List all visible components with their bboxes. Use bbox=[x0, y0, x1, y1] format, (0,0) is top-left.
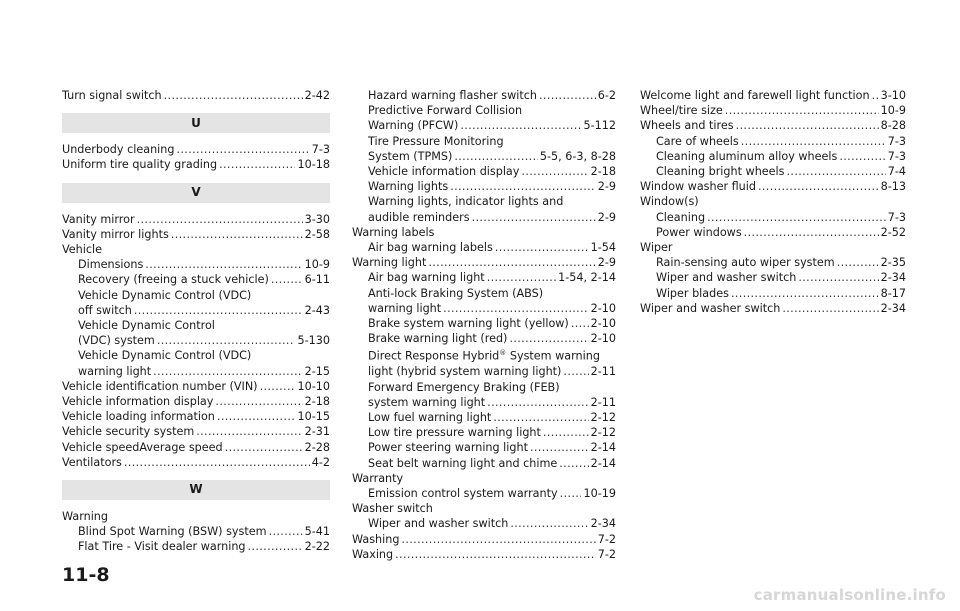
entry-term: Warranty bbox=[352, 471, 404, 485]
page-reference: 5-112 bbox=[583, 119, 616, 133]
dot-leader bbox=[872, 88, 879, 103]
page-reference: 10-15 bbox=[297, 410, 330, 424]
dot-leader bbox=[839, 149, 885, 164]
entry-term: Cleaning bbox=[656, 210, 706, 224]
dot-leader bbox=[460, 118, 581, 133]
dot-leader bbox=[134, 303, 303, 318]
entry-term: Dimensions bbox=[78, 258, 144, 272]
dot-leader bbox=[707, 210, 886, 225]
entry-term: (VDC) system bbox=[78, 334, 155, 348]
entry-term: Ventilators bbox=[62, 455, 122, 469]
dot-leader bbox=[137, 212, 303, 227]
index-column-2 bbox=[352, 88, 616, 562]
entry-term: Low fuel warning light bbox=[368, 411, 492, 424]
page-reference: 2-14 bbox=[590, 456, 616, 470]
page-reference: 10-9 bbox=[880, 104, 906, 118]
index-entry[interactable] bbox=[640, 301, 906, 316]
index-heading bbox=[640, 194, 906, 209]
index-entry[interactable] bbox=[62, 455, 330, 470]
section-letter-header: V bbox=[62, 183, 330, 203]
page-reference: 2-15 bbox=[304, 364, 330, 378]
dot-leader bbox=[219, 157, 295, 172]
index-subentry[interactable] bbox=[352, 88, 616, 103]
index-heading bbox=[62, 509, 330, 524]
dot-leader bbox=[563, 364, 588, 379]
entry-continuation bbox=[352, 194, 616, 209]
entry-term: light (hybrid system warning light) bbox=[368, 365, 562, 379]
entry-term: system warning light bbox=[368, 395, 486, 409]
entry-term: Washer switch bbox=[352, 502, 433, 516]
entry-term: Wiper and washer switch bbox=[368, 517, 509, 531]
entry-term: Warning light bbox=[352, 256, 427, 270]
dot-leader bbox=[443, 301, 588, 316]
entry-continuation bbox=[352, 346, 616, 364]
page-reference: 2-10 bbox=[590, 301, 616, 315]
entry-term: Underbody cleaning bbox=[62, 143, 175, 157]
page-reference: 2-34 bbox=[880, 271, 906, 285]
entry-term: warning light bbox=[368, 301, 442, 315]
dot-leader bbox=[510, 516, 588, 531]
entry-term: Seat belt warning light and chime bbox=[368, 456, 558, 470]
page-reference: 2-31 bbox=[304, 425, 330, 439]
index-subentry[interactable] bbox=[352, 486, 616, 501]
page-reference: 2-14 bbox=[590, 441, 616, 455]
page-reference: 7-3 bbox=[311, 143, 330, 157]
page-reference: 10-9 bbox=[304, 258, 330, 272]
dot-leader bbox=[271, 272, 303, 287]
entry-term: Wiper and washer switch bbox=[656, 271, 797, 285]
entry-continuation bbox=[62, 288, 330, 303]
index-subentry[interactable] bbox=[352, 149, 616, 164]
index-subentry[interactable] bbox=[640, 164, 906, 179]
index-subentry[interactable] bbox=[640, 149, 906, 164]
watermark: carmanualsonline.info bbox=[753, 586, 946, 604]
dot-leader bbox=[487, 270, 556, 285]
page-reference: 2-12 bbox=[590, 426, 616, 440]
index-entry[interactable] bbox=[62, 88, 330, 103]
page-reference: 2-28 bbox=[304, 440, 330, 454]
page-reference: 2-18 bbox=[304, 395, 330, 409]
index-subentry[interactable] bbox=[352, 118, 616, 133]
entry-term: Vehicle security system bbox=[62, 425, 195, 439]
entry-term: Care of wheels bbox=[656, 134, 739, 148]
page-reference: 6-11 bbox=[304, 273, 330, 287]
entry-term: Turn signal switch bbox=[62, 89, 162, 102]
dot-leader bbox=[260, 379, 296, 394]
entry-term: Vehicle loading information bbox=[62, 410, 215, 424]
page-reference: 2-9 bbox=[597, 256, 616, 270]
dot-leader bbox=[215, 394, 302, 409]
page-reference: 7-2 bbox=[597, 532, 616, 546]
entry-term: Vehicle Dynamic Control (VDC) bbox=[78, 288, 252, 302]
entry-term: Air bag warning labels bbox=[368, 241, 493, 255]
entry-term: Vehicle Dynamic Control bbox=[78, 319, 215, 333]
index-heading bbox=[352, 501, 616, 516]
entry-term: Forward Emergency Braking (FEB) bbox=[368, 380, 560, 394]
page-reference: 3-10 bbox=[880, 89, 906, 102]
index-entry[interactable] bbox=[352, 532, 616, 547]
dot-leader bbox=[521, 164, 588, 179]
section-letter-header: U bbox=[62, 113, 330, 133]
entry-term: Warning lights, indicator lights and bbox=[368, 195, 564, 209]
index-entry[interactable] bbox=[62, 424, 330, 439]
dot-leader bbox=[428, 255, 595, 270]
entry-term-continued: System warning bbox=[506, 350, 600, 364]
entry-term: Blind Spot Warning (BSW) system bbox=[78, 525, 267, 539]
index-subentry[interactable] bbox=[62, 524, 330, 539]
dot-leader bbox=[472, 210, 596, 225]
dot-leader bbox=[395, 547, 596, 562]
index-entry[interactable] bbox=[62, 440, 330, 455]
index-subentry[interactable] bbox=[62, 272, 330, 287]
index-entry[interactable] bbox=[62, 212, 330, 227]
dot-leader bbox=[454, 149, 537, 164]
index-subentry[interactable] bbox=[352, 364, 616, 379]
dot-leader bbox=[487, 395, 588, 410]
index-entry[interactable] bbox=[640, 179, 906, 194]
page-reference: 2-10 bbox=[590, 317, 616, 331]
entry-term: Rain-sensing auto wiper system bbox=[656, 256, 835, 270]
dot-leader bbox=[543, 425, 589, 440]
index-subentry[interactable] bbox=[62, 539, 330, 554]
page-reference: 5-41 bbox=[304, 525, 330, 539]
dot-leader bbox=[539, 88, 596, 103]
entry-term: Warning lights bbox=[368, 180, 449, 194]
entry-continuation bbox=[352, 286, 616, 301]
page-reference: 4-2 bbox=[311, 455, 330, 469]
page-reference: 7-3 bbox=[887, 134, 906, 148]
index-subentry[interactable] bbox=[62, 333, 330, 348]
entry-term: Predictive Forward Collision bbox=[368, 104, 523, 118]
dot-leader bbox=[176, 142, 309, 157]
page-reference: 2-11 bbox=[590, 395, 616, 409]
entry-term: Recovery (freeing a stuck vehicle) bbox=[78, 273, 269, 287]
index-subentry[interactable] bbox=[640, 134, 906, 149]
entry-continuation bbox=[62, 318, 330, 333]
index-entry[interactable] bbox=[62, 227, 330, 242]
page-reference: 2-10 bbox=[590, 332, 616, 346]
entry-term: Air bag warning light bbox=[368, 271, 485, 285]
page-reference: 7-3 bbox=[887, 149, 906, 163]
page-reference: 6-2 bbox=[597, 89, 616, 102]
page-reference: 10-18 bbox=[297, 158, 330, 172]
entry-term: Vehicle speedAverage speed bbox=[62, 440, 223, 454]
page-reference: 8-28 bbox=[880, 119, 906, 133]
entry-term: audible reminders bbox=[368, 210, 470, 224]
entry-term: Window washer fluid bbox=[640, 180, 756, 194]
page-reference: 2-9 bbox=[597, 210, 616, 224]
entry-term: Waxing bbox=[352, 547, 394, 561]
index-entry[interactable] bbox=[640, 118, 906, 133]
entry-term: Cleaning bright wheels bbox=[656, 165, 785, 179]
index-subentry[interactable] bbox=[352, 456, 616, 471]
entry-term: Cleaning aluminum alloy wheels bbox=[656, 149, 838, 163]
entry-term: Welcome light and farewell light function bbox=[640, 89, 870, 102]
index-entry[interactable] bbox=[352, 255, 616, 270]
index-entry[interactable] bbox=[62, 394, 330, 409]
dot-leader bbox=[509, 331, 588, 346]
entry-term: off switch bbox=[78, 303, 132, 317]
entry-continuation bbox=[352, 134, 616, 149]
index-heading bbox=[640, 240, 906, 255]
entry-term: Power windows bbox=[656, 225, 742, 239]
dot-leader bbox=[217, 409, 296, 424]
entry-term: Vehicle identification number (VIN) bbox=[62, 379, 258, 393]
dot-leader bbox=[124, 455, 310, 470]
index-entry[interactable] bbox=[640, 88, 906, 103]
dot-leader bbox=[560, 486, 582, 501]
page-reference: 2-34 bbox=[880, 301, 906, 315]
entry-term: Vehicle bbox=[62, 243, 103, 257]
entry-term: Window(s) bbox=[640, 195, 699, 209]
index-subentry[interactable] bbox=[640, 270, 906, 285]
index-entry[interactable] bbox=[62, 409, 330, 424]
entry-term: Warning labels bbox=[352, 225, 435, 239]
dot-leader bbox=[559, 456, 588, 471]
dot-leader bbox=[725, 103, 879, 118]
entry-term: Vanity mirror bbox=[62, 212, 135, 226]
index-subentry[interactable] bbox=[352, 516, 616, 531]
index-entry[interactable] bbox=[640, 103, 906, 118]
page-reference: 2-18 bbox=[590, 165, 616, 179]
dot-leader bbox=[225, 440, 303, 455]
entry-term: Warning bbox=[62, 510, 108, 524]
entry-term: Anti-lock Braking System (ABS) bbox=[368, 286, 544, 300]
dot-leader bbox=[744, 225, 879, 240]
index-subentry[interactable] bbox=[352, 164, 616, 179]
entry-continuation bbox=[352, 103, 616, 118]
dot-leader bbox=[196, 424, 302, 439]
entry-term: Vehicle information display bbox=[62, 395, 214, 409]
dot-leader bbox=[530, 440, 589, 455]
index-subentry[interactable] bbox=[62, 364, 330, 379]
page-reference: 2-43 bbox=[304, 303, 330, 317]
dot-leader bbox=[153, 364, 302, 379]
index-subentry[interactable] bbox=[352, 301, 616, 316]
page-reference: 2-11 bbox=[590, 365, 616, 379]
page-reference: 10-19 bbox=[583, 487, 616, 501]
entry-term: Wiper blades bbox=[656, 286, 729, 300]
entry-term: Uniform tire quality grading bbox=[62, 158, 218, 172]
entry-term: Hazard warning flasher switch bbox=[368, 89, 537, 102]
page-reference: 7-2 bbox=[597, 547, 616, 561]
index-subentry[interactable] bbox=[352, 425, 616, 440]
index-column-1 bbox=[62, 88, 330, 555]
page-reference: 1-54, 2-14 bbox=[558, 271, 616, 285]
dot-leader bbox=[837, 255, 879, 270]
page-reference: 7-4 bbox=[887, 165, 906, 179]
entry-term: Vehicle Dynamic Control (VDC) bbox=[78, 349, 252, 363]
page-reference: 8-13 bbox=[880, 180, 906, 194]
entry-term: System (TPMS) bbox=[368, 149, 453, 163]
index-heading bbox=[352, 471, 616, 486]
entry-term: Wiper and washer switch bbox=[640, 301, 781, 315]
entry-term: warning light bbox=[78, 364, 152, 378]
index-subentry[interactable] bbox=[640, 255, 906, 270]
dot-leader bbox=[571, 316, 589, 331]
page-reference: 2-35 bbox=[880, 256, 906, 270]
entry-continuation bbox=[352, 380, 616, 395]
page-reference: 10-10 bbox=[297, 379, 330, 393]
index-heading bbox=[352, 225, 616, 240]
index-subentry[interactable] bbox=[352, 410, 616, 425]
page-number: 11-8 bbox=[62, 564, 110, 586]
entry-term: Wiper bbox=[640, 241, 673, 255]
index-entry[interactable] bbox=[62, 142, 330, 157]
index-subentry[interactable] bbox=[62, 257, 330, 272]
index-subentry[interactable] bbox=[352, 316, 616, 331]
page-reference: 2-52 bbox=[880, 225, 906, 239]
entry-term: Warning (PFCW) bbox=[368, 119, 459, 133]
dot-leader bbox=[164, 88, 303, 103]
entry-term: Emission control system warranty bbox=[368, 487, 558, 501]
entry-term: Flat Tire - Visit dealer warning bbox=[78, 540, 246, 554]
dot-leader bbox=[171, 227, 303, 242]
page-reference: 2-9 bbox=[597, 180, 616, 194]
page-reference: 1-54 bbox=[590, 241, 616, 255]
page-reference: 2-12 bbox=[590, 411, 616, 424]
index-entry[interactable] bbox=[62, 157, 330, 172]
index-subentry[interactable] bbox=[352, 331, 616, 346]
page-reference: 5-130 bbox=[297, 334, 330, 348]
entry-term: Brake system warning light (yellow) bbox=[368, 317, 569, 331]
index-column-3 bbox=[640, 88, 906, 316]
dot-leader bbox=[495, 240, 589, 255]
entry-term: Vehicle information display bbox=[368, 165, 520, 179]
dot-leader bbox=[782, 301, 878, 316]
dot-leader bbox=[145, 257, 302, 272]
index-subentry[interactable] bbox=[62, 303, 330, 318]
entry-term: Wheels and tires bbox=[640, 119, 734, 133]
page-reference: 7-3 bbox=[887, 210, 906, 224]
index-heading bbox=[62, 242, 330, 257]
page-reference: 2-34 bbox=[590, 517, 616, 531]
index-entry[interactable] bbox=[62, 379, 330, 394]
page-reference: 3-30 bbox=[304, 212, 330, 226]
index-subentry[interactable] bbox=[352, 210, 616, 225]
index-subentry[interactable] bbox=[352, 440, 616, 455]
index-subentry[interactable] bbox=[352, 270, 616, 285]
entry-term: Brake warning light (red) bbox=[368, 332, 508, 346]
dot-leader bbox=[741, 134, 886, 149]
dot-leader bbox=[248, 539, 303, 554]
entry-term: Wheel/tire size bbox=[640, 104, 723, 118]
index-subentry[interactable] bbox=[640, 225, 906, 240]
index-entry[interactable] bbox=[352, 547, 616, 562]
index-subentry[interactable] bbox=[352, 395, 616, 410]
registered-mark: ® bbox=[499, 349, 507, 358]
index-subentry[interactable] bbox=[640, 210, 906, 225]
page-reference: 8-17 bbox=[880, 286, 906, 300]
index-subentry[interactable] bbox=[352, 179, 616, 194]
entry-term: Tire Pressure Monitoring bbox=[368, 134, 504, 148]
page-reference: 5-5, 6-3, 8-28 bbox=[539, 149, 616, 163]
entry-term: Vanity mirror lights bbox=[62, 227, 169, 241]
index-subentry[interactable] bbox=[352, 240, 616, 255]
dot-leader bbox=[798, 270, 878, 285]
dot-leader bbox=[157, 333, 296, 348]
entry-term: Low tire pressure warning light bbox=[368, 426, 541, 440]
entry-term: Power steering warning light bbox=[368, 441, 528, 455]
dot-leader bbox=[493, 410, 588, 425]
page-reference: 2-58 bbox=[304, 227, 330, 241]
entry-continuation bbox=[62, 348, 330, 363]
index-subentry[interactable] bbox=[640, 286, 906, 301]
entry-term: Washing bbox=[352, 532, 400, 546]
page-reference: 2-22 bbox=[304, 540, 330, 554]
page-reference: 2-42 bbox=[304, 89, 330, 102]
dot-leader bbox=[758, 179, 879, 194]
section-letter-header: W bbox=[62, 480, 330, 500]
dot-leader bbox=[731, 286, 879, 301]
dot-leader bbox=[736, 118, 879, 133]
dot-leader bbox=[401, 532, 595, 547]
dot-leader bbox=[269, 524, 303, 539]
dot-leader bbox=[450, 179, 596, 194]
entry-term: Direct Response Hybrid bbox=[368, 350, 500, 364]
dot-leader bbox=[787, 164, 886, 179]
